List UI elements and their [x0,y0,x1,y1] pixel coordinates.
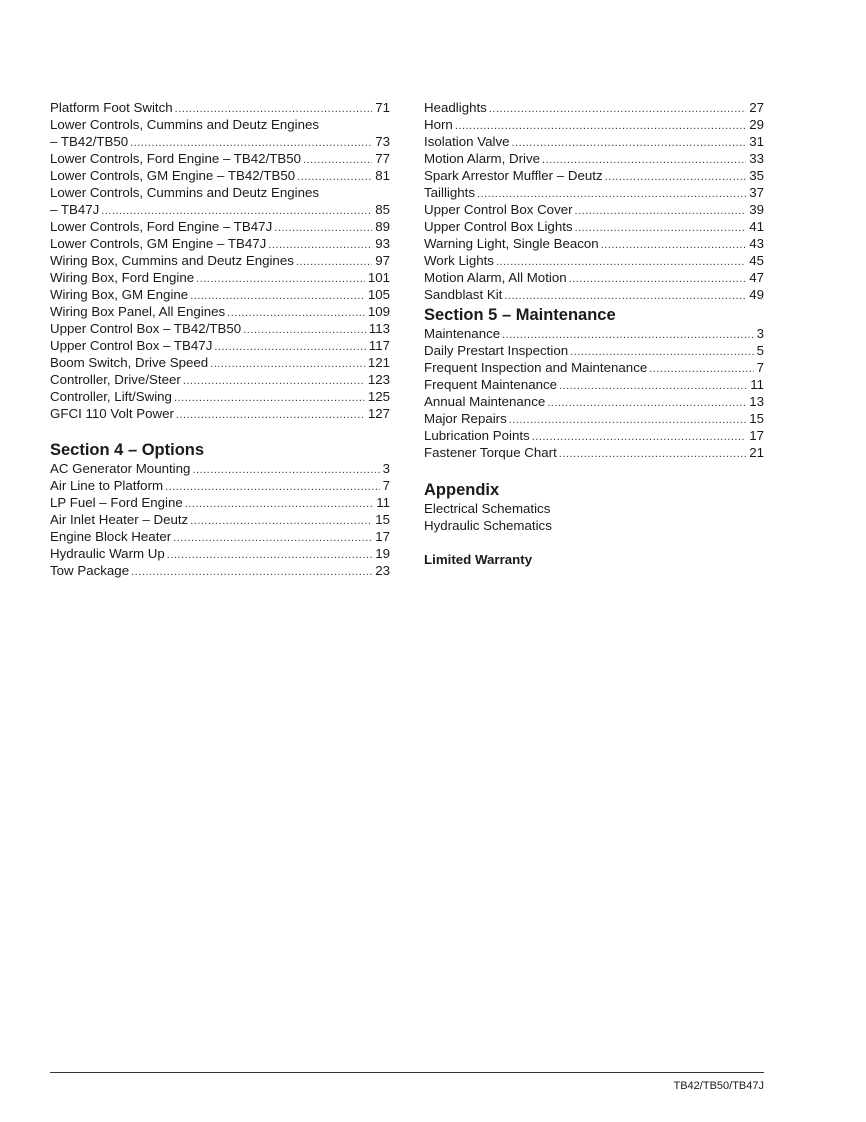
toc-entry-title: Upper Control Box Cover [424,202,573,217]
toc-entry-title: Controller, Lift/Swing [50,389,172,404]
toc-group [50,99,390,116]
toc-entry-title: LP Fuel – Ford Engine [50,495,183,510]
toc-entry-title: Upper Control Box Lights [424,219,573,234]
toc-entry[interactable] [50,252,390,269]
toc-entry-page: 81 [375,168,390,183]
toc-entry-page: 11 [750,377,764,392]
toc-entry[interactable] [424,167,764,184]
leader-dots [185,496,373,511]
toc-entry-title: Taillights [424,185,475,200]
leader-dots [504,288,746,303]
toc-entry-title: Engine Block Heater [50,529,172,544]
leader-dots [130,135,372,150]
appendix-item-electrical-schematics[interactable]: Electrical Schematics [424,501,551,516]
toc-entry-title: Sandblast Kit [424,287,503,302]
toc-entry-title: AC Generator Mounting [50,461,191,476]
toc-entry[interactable] [424,133,764,150]
leader-dots [489,101,746,116]
leader-dots [274,220,372,235]
toc-entry-title: GFCI 110 Volt Power [50,406,174,421]
leader-dots [227,305,365,320]
toc-entry-title: Air Line to Platform [50,478,164,493]
leader-dots [183,373,365,388]
leader-dots [214,339,365,354]
toc-entry[interactable] [50,303,390,320]
leader-dots [569,271,747,286]
leader-dots [176,407,365,422]
toc-entry[interactable] [424,393,764,410]
toc-entry-page: 29 [749,117,764,132]
toc-entry-page: 101 [367,270,390,285]
toc-entry-title: Motion Alarm, Drive [424,151,541,166]
toc-entry-title: Boom Switch, Drive Speed [50,355,209,370]
toc-entry-page: 17 [749,428,764,443]
toc-entry-page: 17 [375,529,390,544]
toc-group [50,218,390,422]
toc-entry-page: 27 [749,100,764,115]
leader-dots [570,344,753,359]
toc-entry[interactable] [424,99,764,116]
toc-entry[interactable] [50,528,390,545]
toc-entry-title: Platform Foot Switch [50,100,173,115]
leader-dots [496,254,746,269]
toc-entry-page: 43 [749,236,764,251]
toc-entry[interactable] [424,410,764,427]
leader-dots [532,429,747,444]
toc-entry-page: 123 [367,372,390,387]
leader-dots [601,237,747,252]
section-5-heading: Section 5 – Maintenance [424,306,616,324]
leader-dots [243,322,366,337]
toc-entry-page: 85 [375,202,390,217]
leader-dots [210,356,365,371]
toc-entry-page: 15 [749,411,764,426]
leader-dots [547,395,746,410]
leader-dots [605,169,747,184]
section-4-heading: Section 4 – Options [50,441,205,459]
leader-dots [296,254,372,269]
toc-entry[interactable] [424,116,764,133]
leader-dots [649,361,753,376]
leader-dots [542,152,746,167]
toc-entry-page: 11 [376,495,390,510]
toc-entry-page: 73 [375,134,390,149]
toc-entry[interactable] [424,427,764,444]
toc-entry[interactable] [50,405,390,422]
leader-dots [167,547,372,562]
limited-warranty-heading[interactable]: Limited Warranty [424,552,533,567]
toc-entry-page: 71 [375,100,390,115]
leader-dots [559,446,746,461]
toc-entry-title: Lower Controls, GM Engine – TB47J [50,236,267,251]
leader-dots [477,186,746,201]
toc-right-column [424,99,764,568]
toc-entry-page: 121 [367,355,390,370]
toc-entry-page: 45 [749,253,764,268]
toc-entry-wrapped[interactable] [50,116,390,150]
leader-dots [165,479,380,494]
leader-dots [131,564,372,579]
toc-entry-title-line2: – TB47J [50,202,100,217]
toc-entry-page: 49 [749,287,764,302]
leader-dots [512,135,747,150]
leader-dots [502,327,753,342]
leader-dots [455,118,746,133]
toc-entry-page: 39 [749,202,764,217]
toc-entry[interactable] [424,444,764,461]
toc-entry-title: Wiring Box, GM Engine [50,287,189,302]
toc-entry-page: 97 [375,253,390,268]
toc-entry-title-line1: Lower Controls, Cummins and Deutz Engines [50,117,320,132]
toc-entry[interactable] [424,359,764,376]
toc-entry-page: 93 [375,236,390,251]
toc-entry-page: 15 [375,512,390,527]
toc-entry-title: Lower Controls, Ford Engine – TB47J [50,219,273,234]
toc-entry[interactable] [424,218,764,235]
leader-dots [175,101,373,116]
toc-entry-page: 21 [749,445,764,460]
appendix-heading: Appendix [424,481,500,499]
toc-entry[interactable] [50,167,390,184]
toc-entry-title: Spark Arrestor Muffler – Deutz [424,168,603,183]
toc-entry[interactable] [424,325,764,342]
leader-dots [196,271,365,286]
toc-entry-page: 37 [749,185,764,200]
footer-rule [50,1072,764,1073]
toc-entry-page: 127 [367,406,390,421]
toc-entry[interactable] [50,150,390,167]
toc-entry-title: Wiring Box Panel, All Engines [50,304,226,319]
toc-entry[interactable] [424,235,764,252]
toc-entry[interactable] [50,477,390,494]
toc-entry[interactable] [424,286,764,303]
toc-entry-title: Frequent Maintenance [424,377,558,392]
toc-entry[interactable] [50,371,390,388]
toc-entry-title: Wiring Box, Cummins and Deutz Engines [50,253,294,268]
toc-entry-page: 125 [367,389,390,404]
toc-entry[interactable] [424,269,764,286]
toc-entry-page: 3 [756,326,764,341]
toc-entry-page: 3 [382,461,390,476]
toc-entry-page: 31 [749,134,764,149]
toc-entry-title: Lower Controls, GM Engine – TB42/TB50 [50,168,296,183]
toc-entry[interactable] [50,562,390,579]
leader-dots [174,390,365,405]
leader-dots [192,462,379,477]
toc-entry-title: Horn [424,117,453,132]
leader-dots [190,513,372,528]
toc-entry[interactable] [424,184,764,201]
footer-model-text: TB42/TB50/TB47J [673,1080,764,1092]
toc-entry-page: 77 [375,151,390,166]
toc-group-options [50,460,390,579]
toc-entry-title-line1: Lower Controls, Cummins and Deutz Engines [50,185,320,200]
toc-entry[interactable] [50,269,390,286]
toc-entry-title: Major Repairs [424,411,507,426]
toc-entry-wrapped[interactable] [50,184,390,218]
toc-entry-title: Isolation Valve [424,134,510,149]
toc-group-maintenance [424,325,764,461]
toc-entry-page: 35 [749,168,764,183]
toc-entry-page: 19 [375,546,390,561]
toc-entry[interactable] [50,320,390,337]
toc-entry-page: 109 [367,304,390,319]
toc-entry[interactable] [50,388,390,405]
toc-entry[interactable] [50,235,390,252]
leader-dots [190,288,365,303]
toc-entry[interactable] [50,286,390,303]
toc-entry[interactable] [50,511,390,528]
toc-entry-title: Upper Control Box – TB42/TB50 [50,321,242,336]
toc-entry-page: 23 [375,563,390,578]
toc-entry-title: Tow Package [50,563,130,578]
toc-entry-page: 105 [367,287,390,302]
toc-group [50,150,390,184]
toc-entry[interactable] [50,354,390,371]
toc-entry-title-line2: – TB42/TB50 [50,134,129,149]
toc-entry-title: Work Lights [424,253,494,268]
leader-dots [575,203,747,218]
toc-entry-title: Frequent Inspection and Maintenance [424,360,648,375]
toc-left-column [50,99,390,579]
toc-entry-page: 33 [749,151,764,166]
toc-entry-page: 113 [368,321,390,336]
toc-entry-title: Maintenance [424,326,501,341]
toc-entry[interactable] [424,376,764,393]
toc-entry-page: 13 [749,394,764,409]
toc-entry-title: Lubrication Points [424,428,530,443]
toc-entry-title: Upper Control Box – TB47J [50,338,213,353]
toc-entry-page: 47 [749,270,764,285]
toc-entry[interactable] [424,342,764,359]
toc-entry-page: 7 [382,478,390,493]
toc-entry-title: Lower Controls, Ford Engine – TB42/TB50 [50,151,302,166]
toc-entry[interactable] [50,545,390,562]
toc-entry[interactable] [50,99,390,116]
toc-entry-title: Daily Prestart Inspection [424,343,569,358]
leader-dots [173,530,372,545]
toc-entry-page: 117 [368,338,390,353]
toc-entry[interactable] [424,252,764,269]
leader-dots [575,220,747,235]
leader-dots [101,203,372,218]
toc-entry-title: Annual Maintenance [424,394,546,409]
toc-entry[interactable] [50,494,390,511]
toc-entry-page: 7 [756,360,764,375]
toc-entry[interactable] [50,460,390,477]
toc-entry-title: Wiring Box, Ford Engine [50,270,195,285]
toc-entry[interactable] [50,218,390,235]
toc-entry-title: Controller, Drive/Steer [50,372,181,387]
toc-group [424,99,764,303]
toc-entry[interactable] [424,150,764,167]
toc-entry-title: Air Inlet Heater – Deutz [50,512,189,527]
leader-dots [303,152,372,167]
leader-dots [297,169,372,184]
toc-entry[interactable] [50,337,390,354]
toc-entry-page: 89 [375,219,390,234]
appendix-item-hydraulic-schematics[interactable]: Hydraulic Schematics [424,518,552,533]
toc-entry-title: Motion Alarm, All Motion [424,270,567,285]
toc-entry-title: Headlights [424,100,487,115]
toc-entry-title: Warning Light, Single Beacon [424,236,599,251]
toc-entry-page: 5 [756,343,764,358]
toc-entry[interactable] [424,201,764,218]
toc-entry-title: Hydraulic Warm Up [50,546,165,561]
leader-dots [509,412,746,427]
toc-entry-page: 41 [749,219,764,234]
leader-dots [559,378,747,393]
leader-dots [268,237,372,252]
toc-entry-title: Fastener Torque Chart [424,445,557,460]
